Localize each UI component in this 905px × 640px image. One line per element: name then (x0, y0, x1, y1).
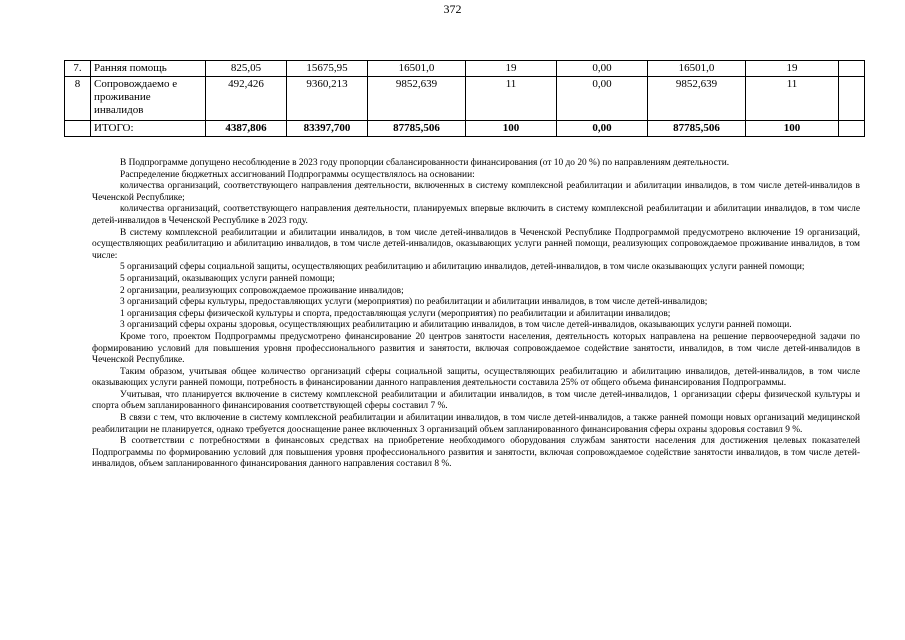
row-name: Сопровождаемо е проживание инвалидов (91, 77, 206, 121)
table-cell: 9852,639 (368, 77, 466, 121)
table-cell: 9360,213 (287, 77, 368, 121)
table-cell: 11 (466, 77, 557, 121)
paragraph: Учитывая, что планируется включение в систему комплексной реабилитации и абилитации инвалидов, в том числе детей-инвалидов, 1 организации сферы физической культуры и спорта объем запланированного финансирования соответствующей сферы составил 7 %. (92, 389, 860, 412)
table-row (65, 77, 865, 121)
table-cell (839, 77, 865, 121)
paragraph: количества организаций, соответствующего направления деятельности, планируемых впервые включить в систему комплексной реабилитации и абилитации инвалидов, в том числе детей-инвалидов в Чеченской Республике в 2023 году. (92, 204, 860, 226)
table-cell: 16501,0 (648, 61, 746, 77)
page-number: 372 (443, 2, 462, 16)
table-cell (839, 61, 865, 77)
paragraph: 3 организаций сферы культуры, предоставляющих услуги (мероприятия) по реабилитации и абилитации инвалидов, в том числе детей-инвалидов; (120, 297, 708, 308)
table-cell: 87785,506 (648, 121, 746, 137)
table-cell: 825,05 (206, 61, 287, 77)
total-label: ИТОГО: (91, 121, 206, 137)
row-number: 7. (65, 61, 91, 77)
paragraph: В систему комплексной реабилитации и абилитации инвалидов, в том числе детей-инвалидов в Чеченской Республике Подпрограммой предусмотрено включение 19 организаций, осуществляющих реабилитацию и абилитацию инвалидов, в том числе детей-инвалидов, оказывающих услуги ранней помощи, реализующих сопровождаемое проживание инвалидов, в том числе: (92, 227, 860, 261)
paragraph: 5 организаций сферы социальной защиты, осуществляющих реабилитацию и абилитацию инвалидов, детей-инвалидов, в том числе оказывающих услуги ранней помощи; (120, 262, 805, 273)
paragraph: количества организаций, соответствующего направления деятельности, включенных в систему комплексной реабилитации и абилитации инвалидов, в том числе детей-инвалидов в Чеченской Республике; (92, 181, 860, 203)
table-cell: 100 (746, 121, 839, 137)
paragraph: Таким образом, учитывая общее количество организаций сферы социальной защиты, осуществляющих реабилитацию и абилитацию инвалидов, детей-инвалидов, в том числе оказывающих услуги ранней помощи, потребность в финансировании данного направления деятельности составила 25% от общего объема финансирования Подпрограммы. (92, 366, 860, 389)
budget-table (64, 60, 865, 137)
row-name: Ранняя помощь (91, 61, 206, 77)
table-cell: 9852,639 (648, 77, 746, 121)
table-cell: 11 (746, 77, 839, 121)
table-cell: 19 (466, 61, 557, 77)
table-cell (839, 121, 865, 137)
paragraph: 1 организация сферы физической культуры и спорта, предоставляющая услуги (мероприятия) по реабилитации и абилитации инвалидов; (120, 308, 671, 319)
table-cell: 16501,0 (368, 61, 466, 77)
table-cell: 0,00 (557, 61, 648, 77)
table-row (65, 61, 865, 77)
body-text (92, 158, 860, 471)
table-cell: 15675,95 (287, 61, 368, 77)
table-cell: 100 (466, 121, 557, 137)
paragraph: В соответствии с потребностями в финансовых средствах на приобретение необходимого оборудования службам занятости населения для достижения целевых показателей Подпрограммы по формированию условий для повышения уровня профессионального развития и занятости, включая сопровождаемое содействие занятости инвалидов, в том числе детей-инвалидов, объем запланированного финансирования данного направления составил 8 %. (92, 436, 860, 470)
paragraph: В связи с тем, что включение в систему комплексной реабилитации и абилитации инвалидов, в том числе детей-инвалидов, а также ранней помощи новых организаций медицинской реабилитации не планируется, однако требуется дооснащение ранее включенных 3 организаций объем запланированного финансирования сферы охраны здоровья составил 9 %. (92, 413, 860, 435)
table-cell: 492,426 (206, 77, 287, 121)
paragraph: 2 организации, реализующих сопровождаемое проживание инвалидов; (120, 285, 404, 296)
table-cell: 4387,806 (206, 121, 287, 137)
paragraph: Кроме того, проектом Подпрограммы предусмотрено финансирование 20 центров занятости населения, деятельность которых направлена на решение первоочередной задачи по формированию условий для повышения уровня профессионального развития и занятости, включая сопровождаемое содействие занятости, инвалидов, в том числе детей-инвалидов в Чеченской Республике. (92, 331, 860, 366)
table-cell: 0,00 (557, 77, 648, 121)
total-row (65, 121, 865, 137)
row-number (65, 121, 91, 137)
paragraph: Распределение бюджетных ассигнований Подпрограммы осуществлялось на основании: (120, 169, 475, 180)
table-cell: 87785,506 (368, 121, 466, 137)
table-cell: 83397,700 (287, 121, 368, 137)
paragraph: 3 организаций сферы охраны здоровья, осуществляющих реабилитацию и абилитацию инвалидов, в том числе детей-инвалидов, оказывающих услуги ранней помощи. (120, 320, 792, 331)
table-cell: 19 (746, 61, 839, 77)
table-cell: 0,00 (557, 121, 648, 137)
paragraph: 5 организаций, оказывающих услуги ранней помощи; (120, 273, 335, 284)
row-number: 8 (65, 77, 91, 121)
paragraph: В Подпрограмме допущено несоблюдение в 2023 году пропорции сбалансированности финансирования (от 10 до 20 %) по направлениям деятельности. (120, 158, 730, 168)
